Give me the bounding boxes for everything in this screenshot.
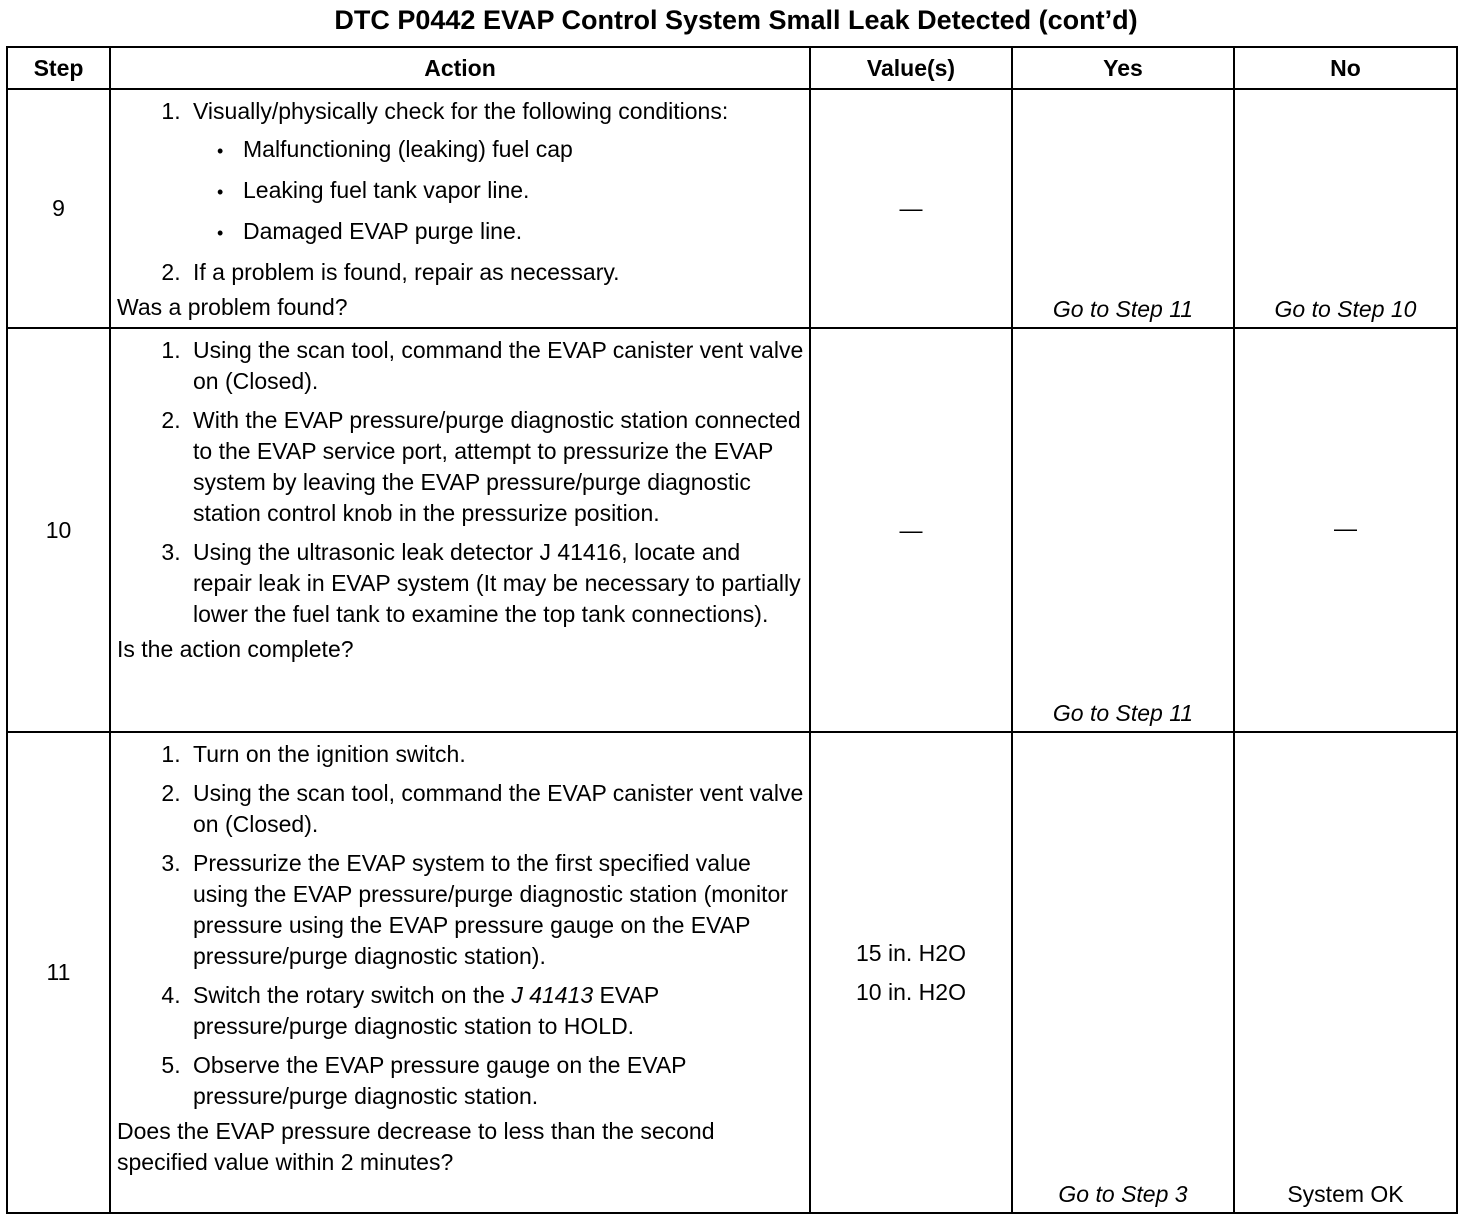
action-item: 2. Using the scan tool, command the EVAP canister vent valve on (Closed). — [187, 778, 805, 840]
action-item: 2. If a problem is found, repair as necessary. — [187, 257, 805, 288]
table-row — [7, 732, 1457, 1213]
step-question: Was a problem found? — [117, 294, 348, 320]
first-specified-value: 15 in. H2O — [856, 939, 966, 966]
header-values: Value(s) — [810, 47, 1012, 89]
action-text: EVAP pressure/purge diagnostic station to HOLD. — [193, 982, 659, 1039]
action-cell — [110, 732, 810, 1213]
page-title: DTC P0442 EVAP Control System Small Leak Detected (cont’d) — [334, 5, 1138, 35]
diagnostic-table — [6, 46, 1458, 1214]
action-item — [187, 980, 805, 1042]
table-row — [7, 328, 1457, 732]
header-yes: Yes — [1012, 47, 1234, 89]
condition-item: • Damaged EVAP purge line. — [221, 215, 805, 249]
condition-item: • Leaking fuel tank vapor line. — [221, 174, 805, 208]
action-cell — [110, 89, 810, 328]
step-number: 11 — [7, 732, 110, 1213]
action-text: Switch the rotary switch on the — [193, 982, 512, 1008]
value-cell: — — [810, 328, 1012, 732]
condition-item: • Malfunctioning (leaking) fuel cap — [221, 133, 805, 167]
step-number: 9 — [7, 89, 110, 328]
no-result: Go to Step 10 — [1234, 89, 1457, 328]
value-cell — [810, 732, 1012, 1213]
step-question: Is the action complete? — [117, 636, 354, 662]
no-result: — — [1234, 328, 1457, 732]
action-item: 1. Turn on the ignition switch. — [187, 739, 805, 770]
condition-list — [193, 133, 805, 249]
header-step: Step — [7, 47, 110, 89]
table-header-row — [7, 47, 1457, 89]
action-cell — [110, 328, 810, 732]
yes-result: Go to Step 11 — [1012, 89, 1234, 328]
value-cell: — — [810, 89, 1012, 328]
action-item — [187, 96, 805, 249]
no-result: System OK — [1234, 732, 1457, 1213]
action-item: 3. Pressurize the EVAP system to the first specified value using the EVAP pressure/purge diagnostic station (monitor pressure using the EVAP pressure gauge on the EVAP pressure/purge diagnostic station). — [187, 848, 805, 972]
tool-reference: J 41413 — [511, 982, 594, 1008]
second-specified-value: 10 in. H2O — [856, 978, 966, 1005]
action-item: 3. Using the ultrasonic leak detector J 41416, locate and repair leak in EVAP system (It may be necessary to partially lower the fuel tank to examine the top tank connections). — [187, 537, 805, 630]
action-item: 1. Using the scan tool, command the EVAP canister vent valve on (Closed). — [187, 335, 805, 397]
header-no: No — [1234, 47, 1457, 89]
step-question: Does the EVAP pressure decrease to less than the second specified value within 2 minutes? — [117, 1118, 715, 1175]
header-action: Action — [110, 47, 810, 89]
step-number: 10 — [7, 328, 110, 732]
yes-result: Go to Step 3 — [1012, 732, 1234, 1213]
action-item: 5. Observe the EVAP pressure gauge on the EVAP pressure/purge diagnostic station. — [187, 1050, 805, 1112]
table-row — [7, 89, 1457, 328]
action-text: Visually/physically check for the following conditions: — [193, 98, 729, 124]
action-item: 2. With the EVAP pressure/purge diagnostic station connected to the EVAP service port, attempt to pressurize the EVAP system by leaving the EVAP pressure/purge diagnostic station control knob in the pressurize position. — [187, 405, 805, 529]
yes-result: Go to Step 11 — [1012, 328, 1234, 732]
